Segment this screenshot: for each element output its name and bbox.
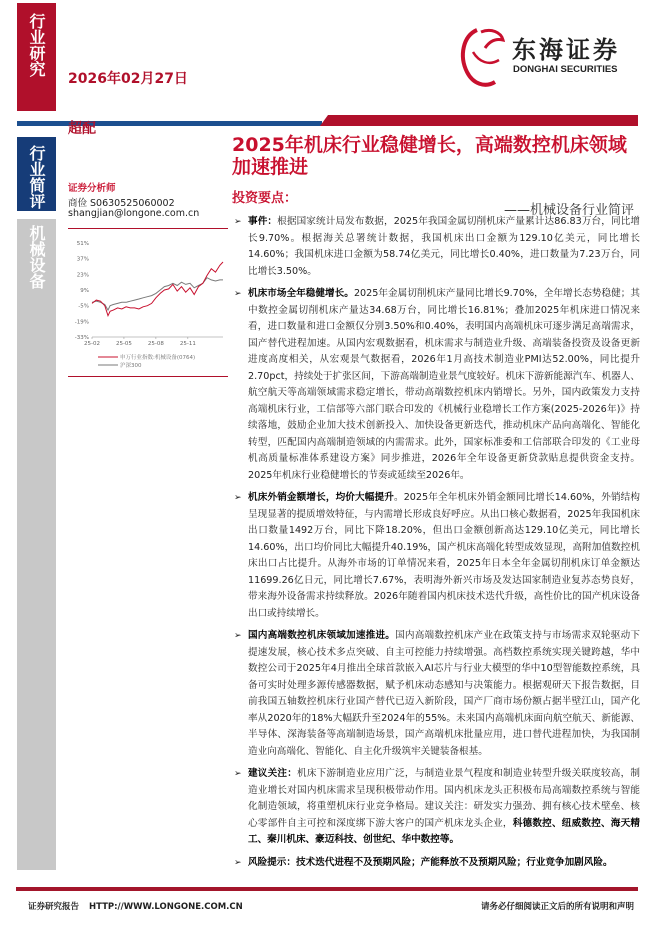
tab-industry-brief <box>17 137 56 211</box>
bullet-body: 机床下游制造业应用广泛，与制造业景气程度和制造业转型升级关联度较高，制造业增长对国内机床需求呈现积极带动作用。国内机床龙头正积极布局高端数控系统与智能化制造领域，将重塑机床行业竞争格局。建议关注：研发实力强劲、拥有核心技术壁垒、核心零部件自主可控和深度绑下游大客户的国产机床龙头企业， <box>248 768 641 829</box>
bullet-head: 事件： <box>248 216 278 227</box>
footer-left <box>28 900 243 912</box>
y-tick-label: -5% <box>78 303 89 310</box>
arrow-bullet-icon: ➢ <box>234 217 242 227</box>
rating: 超配 <box>68 121 96 137</box>
section-heading: 投资要点： <box>232 191 298 206</box>
header-divider-red <box>320 115 638 126</box>
bullet-head: 机床外销金额增长，均价大幅提升 <box>248 492 394 503</box>
y-tick-label: 37% <box>76 256 89 263</box>
arrow-bullet-icon: ➢ <box>234 857 242 868</box>
x-tick-label: 25-02 <box>84 341 100 347</box>
footer-divider <box>16 887 638 891</box>
analyst-email[interactable]: shangjian@longone.com.cn <box>68 208 200 219</box>
y-tick-label: -33% <box>74 335 89 341</box>
divider <box>68 228 228 229</box>
x-tick-label: 25-05 <box>115 341 132 347</box>
y-tick-label: 51% <box>76 241 89 247</box>
arrow-bullet-icon: ➢ <box>234 493 242 503</box>
bullet-head: 风险提示： <box>248 856 296 868</box>
footer-label: 证券研究报告 <box>28 902 80 912</box>
bullet-high-end <box>234 628 640 760</box>
series-line-industry <box>92 262 223 316</box>
arrow-bullet-icon: ➢ <box>234 769 242 779</box>
arrow-bullet-icon: ➢ <box>234 289 242 299</box>
logo-text-en: DONGHAI SECURITIES <box>513 64 618 75</box>
key-points-list <box>234 214 640 877</box>
x-tick-label: 25-11 <box>179 341 196 347</box>
y-tick-label: -19% <box>74 319 89 326</box>
logo-text-cn: 东海证券 <box>512 36 620 64</box>
bullet-body: 。2025年全年机床外销金额同比增长14.60%，外销结构呈现显著的提质增效特征，与内需增长形成良好呼应。从出口核心数据看，2025年我国机床出口数量1492万台，同比下降18.20%，但出口金额创新高达129.10亿美元，同比增长14.60%，出口均价同比大幅提升40.19%，国产机床高端化转型成效显现，高附加值数控机床出口占比提升。从海外市场的订单情况来看，2025年日本全年金属切削机床订单金额达11699.26亿日元，同比增长7.67%，表明海外新兴市场及发达国家制造业复苏态势良好，带来海外设备需求持续释放。2026年随着国内机床技术迭代升级，高性价比的国产机床设备出口或持续增长。 <box>248 492 640 619</box>
report-title: 2025年机床行业稳健增长，高端数控机床领域加速推进 <box>232 134 627 178</box>
footer-url-link[interactable]: HTTP://WWW.LONGONE.COM.CN <box>89 902 243 912</box>
bullet-body: 国内高端数控机床产业在政策支持与市场需求双轮驱动下提速发展，核心技术多点突破、自主可控能力持续增强。高档数控系统实现关键跨越，华中数控公司于2025年4月推出全球首款嵌入AI芯片与行业大模型的华中10型智能数控系统，具备可实时处理多源传感器数据，赋予机床动态感知与决策能力。根据观研天下报告数据，目前我国五轴数控机床行业国产替代已迈入新阶段，国产厂商市场份额占据半壁江山，国产化率从2020年的18%大幅跃升至2024年的55%。未来国内高端机床面向航空航天、新能源、半导体、深海装备等高端制造场景，国产高端机床批量应用，进口替代进程加快，为我国制造业向高端化、智能化、自主化升级筑牢关键装备根基。 <box>248 630 641 757</box>
tab-label: 行业研究 <box>27 13 46 77</box>
bullet-export <box>234 490 640 622</box>
analyst-label: 证券分析师 <box>68 183 116 194</box>
bullet-body: 根据国家统计局发布数据，2025年我国金属切削机床产量累计达86.83万台，同比增长9.70%。根据海关总署统计数据，我国机床出口金额为129.10亿美元，同比增长14.60%；我国机床进口金额为58.74亿美元，同比增长0.40%，进口数量为7.23万台，同比增长3.50%。 <box>248 216 641 277</box>
performance-chart <box>68 232 228 372</box>
bullet-market <box>234 286 640 484</box>
tab-sector <box>17 219 56 870</box>
legend-label: 沪深300 <box>120 363 142 369</box>
bullet-risk <box>234 855 640 872</box>
legend-label: 申万行业指数:机械设备(0764) <box>120 355 196 361</box>
bullet-head: 建议关注： <box>248 768 298 779</box>
x-tick-label: 25-08 <box>147 341 164 347</box>
bullet-head: 国内高端数控机床领域加速推进。 <box>248 630 396 641</box>
report-date: 2026年02月27日 <box>68 71 188 87</box>
recommended-stocks: 科德数控、纽威数控、海天精工、秦川机床、豪迈科技、创世纪、华中数控等。 <box>248 817 641 845</box>
bullet-body: 2025年金属切削机床产量同比增长9.70%，全年增长态势稳健；其中数控金属切削机床产量达34.68万台，同比增长16.81%；叠加2025年机床进口情况来看，进口数量和进口金额仅分别3.50%和0.40%，表明国内高端机床可逐步满足高端需求，国产替代进程加速。从国内宏观数据看，机床需求与制造业升级、高端装备投资及设备更新进度高度相关，从宏观景气数据看，2026年1月高技术制造业PMI达52.00%，同比提升2.70pct，持续处于扩张区间，下游高端制造业景气度较好。机床下游新能源汽车、机器人、航空航天等高端领域需求稳定增长，带动高端数控机床内销增长。另外，国内政策发力支持高端机床行业，工信部等六部门联合印发的《机械行业稳增长工作方案(2025-2026年)》持续落地，鼓励企业加大技术创新投入、加快设备更新迭代，推动机床产品向高端化、智能化转型，匹配国内高端制造领域的内需需求。此外，国家标准委和工信部联合印发的《工业母机高质量标准体系建设方案》同步推进，2026年全年设备更新贷款贴息提供资金支持。2025年机床行业稳健增长的节奏或延续至2026年。 <box>248 288 640 481</box>
bullet-head: 机床市场全年稳健增长。 <box>248 288 354 299</box>
bullet-body: 技术迭代进程不及预期风险；产能释放不及预期风险；行业竞争加剧风险。 <box>295 856 613 868</box>
report-subtitle: ——机械设备行业简评 <box>503 203 634 218</box>
y-tick-label: 23% <box>76 272 89 279</box>
bullet-recommend <box>234 766 640 849</box>
bullet-event <box>234 214 640 280</box>
tab-label: 行业简评 <box>27 145 46 209</box>
analyst-name: 商俭 S0630525060002 <box>68 198 175 209</box>
arrow-bullet-icon: ➢ <box>234 631 242 641</box>
footer-disclaimer: 请务必仔细阅读正文后的所有说明和声明 <box>480 902 634 912</box>
y-tick-label: 9% <box>80 288 89 294</box>
divider <box>68 376 228 377</box>
tab-industry-research <box>17 3 56 111</box>
header-divider-blue <box>17 121 322 126</box>
tab-label: 机械设备 <box>27 225 46 289</box>
